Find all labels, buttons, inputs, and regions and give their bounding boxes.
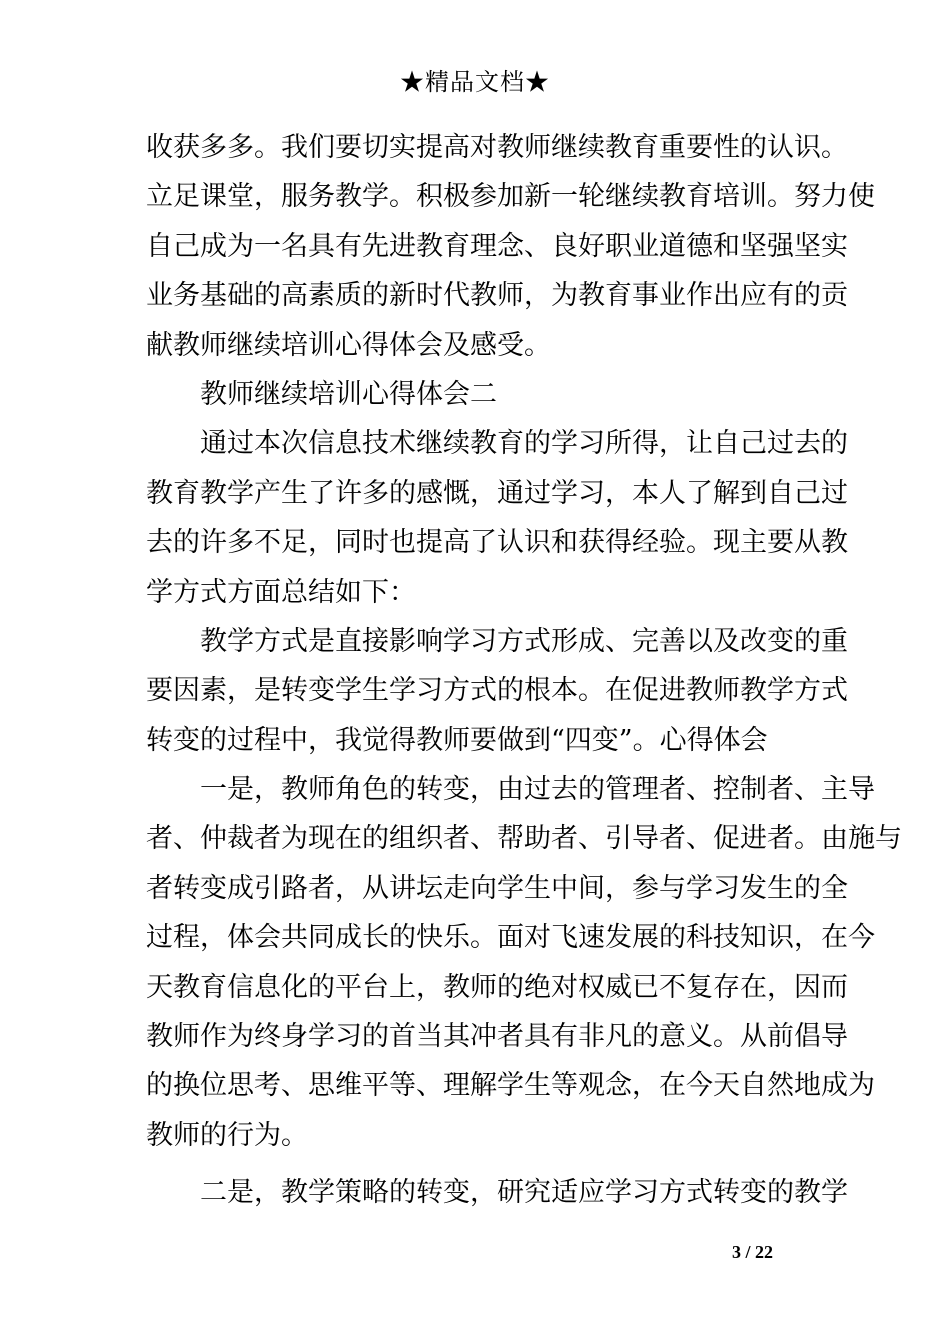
text-line: 教师继续培训心得体会二	[200, 378, 497, 410]
page-number: 3 / 22	[732, 1242, 774, 1262]
paragraph	[146, 130, 875, 377]
text-line: 去的许多不足，同时也提高了认识和获得经验。现主要从教	[146, 527, 848, 559]
text-line: 要因素，是转变学生学习方式的根本。在促进教师教学方式	[146, 675, 848, 707]
paragraph	[146, 426, 848, 624]
text-line: 一是，教师角色的转变，由过去的管理者、控制者、主导	[200, 774, 875, 806]
text-line: 教学方式是直接影响学习方式形成、完善以及改变的重	[200, 625, 848, 657]
text-line: 收获多多。我们要切实提高对教师继续教育重要性的认识。	[146, 132, 848, 163]
text-line: 自己成为一名具有先进教育理念、良好职业道德和坚强坚实	[146, 230, 848, 262]
document-header: ★精品文档★	[400, 68, 550, 96]
text-line: 立足课堂，服务教学。积极参加新一轮继续教育培训。努力使	[146, 181, 875, 213]
text-line: 天教育信息化的平台上，教师的绝对权威已不复存在，因而	[146, 971, 848, 1003]
document-body	[146, 130, 902, 1225]
text-line: 的换位思考、思维平等、理解学生等观念，在今天自然地成为	[146, 1070, 875, 1102]
text-line: 过程，体会共同成长的快乐。面对飞速发展的科技知识，在今	[146, 922, 875, 954]
section-heading	[146, 377, 808, 426]
text-line: 教师作为终身学习的首当其冲者具有非凡的意义。从前倡导	[146, 1021, 848, 1053]
paragraph	[146, 1175, 848, 1224]
paragraph-gap	[146, 1167, 808, 1175]
text-line: 学方式方面总结如下：	[146, 576, 416, 608]
text-line: 通过本次信息技术继续教育的学习所得，让自己过去的	[200, 428, 848, 460]
text-line: 教育教学产生了许多的感慨，通过学习，本人了解到自己过	[146, 477, 848, 509]
paragraph	[146, 624, 848, 772]
paragraph	[146, 772, 902, 1167]
text-line: 二是，教学策略的转变，研究适应学习方式转变的教学	[200, 1177, 848, 1209]
text-line: 者、仲裁者为现在的组织者、帮助者、引导者、促进者。由施与	[146, 823, 902, 855]
text-line: 业务基础的高素质的新时代教师，为教育事业作出应有的贡	[146, 280, 848, 312]
text-line: 转变的过程中，我觉得教师要做到“四变”。心得体会	[146, 724, 768, 756]
text-line: 者转变成引路者，从讲坛走向学生中间，参与学习发生的全	[146, 872, 848, 904]
text-line: 献教师继续培训心得体会及感受。	[146, 329, 551, 361]
text-line: 教师的行为。	[146, 1119, 308, 1151]
